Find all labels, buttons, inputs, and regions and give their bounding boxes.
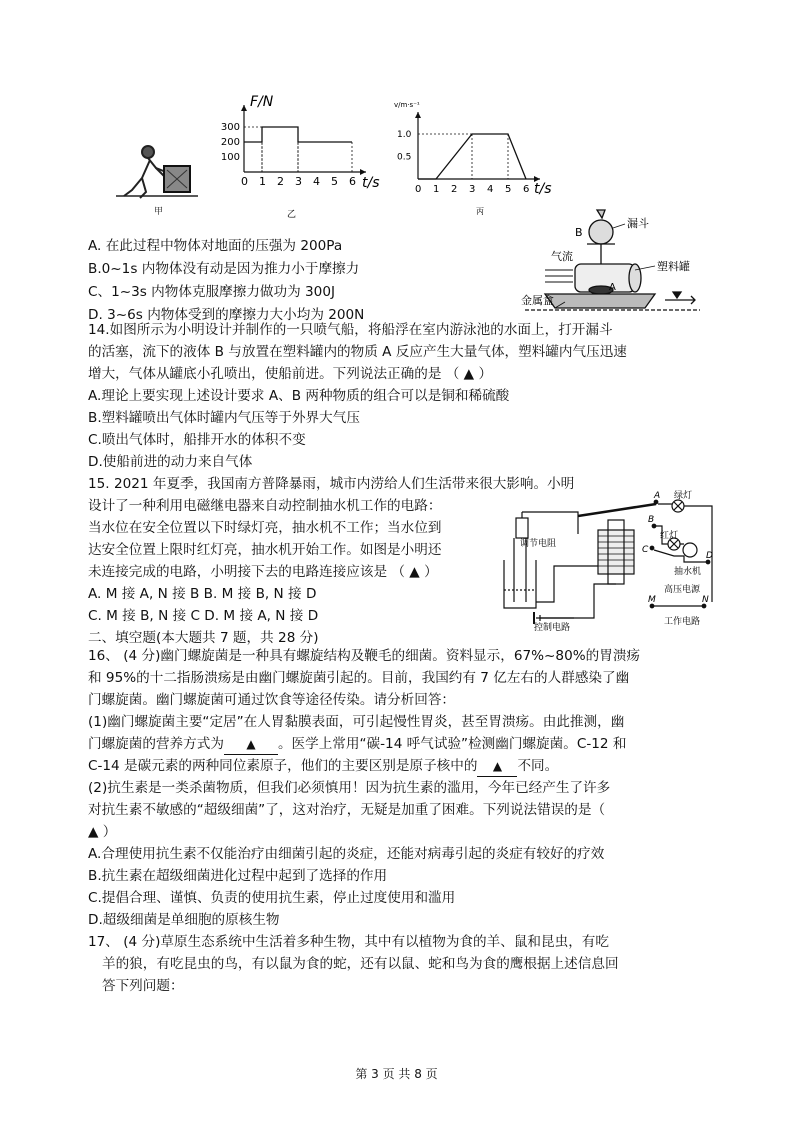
q14-option-d: D.使船前进的动力来自气体 — [88, 454, 253, 470]
q15-line-3: 当水位在安全位置以下时绿灯亮，抽水机不工作；当水位到 — [88, 520, 442, 536]
q17-line-2: 羊的狼，有吃昆虫的鸟，有以鼠为食的蛇，还有以鼠、蛇和鸟为食的鹰根据上述信息回 — [102, 956, 619, 972]
figure-relay-circuit — [494, 490, 716, 632]
chart-yi-x-tick-label: 6 — [349, 175, 356, 188]
chart-yi-xlabel: t/s — [362, 175, 380, 191]
plastic-can-label: 塑料罐 — [657, 260, 690, 273]
terminal-a-label: A — [654, 491, 661, 501]
section-fill-in-heading: 二、填空题(本大题共 7 题，共 28 分) — [88, 630, 319, 646]
q16-option-d: D.超级细菌是单细胞的原核生物 — [88, 912, 280, 928]
q16-line-5 — [88, 734, 626, 755]
high-voltage-label: 高压电源 — [664, 585, 701, 595]
chart-yi-x-tick-label: 2 — [277, 175, 284, 188]
q14-line-2: 的活塞，流下的液体 B 与放置在塑料罐内的物质 A 反应产生大量气体，塑料罐内气压迅速 — [88, 344, 627, 360]
chart-bing-caption: 丙 — [476, 207, 484, 216]
work-circuit-label: 工作电路 — [664, 617, 701, 627]
q15-options-cd: C. M 接 B, N 接 C D. M 接 A, N 接 D — [88, 608, 319, 624]
electromagnet-coil — [598, 530, 634, 574]
chart-bing-x-tick-label: 1 — [433, 184, 440, 195]
terminal-d-label: D — [706, 551, 713, 561]
chart-yi-x-tick-label: 5 — [331, 175, 338, 188]
chart-bing-x-tick-label: 5 — [505, 184, 512, 195]
terminal-m-label: M — [648, 595, 656, 605]
chart-bing-xlabel: t/s — [534, 181, 552, 197]
chart-yi-caption: 乙 — [287, 210, 297, 220]
metal-box-label: 金属盒 — [521, 294, 554, 307]
q16-line-9: ▲ ） — [88, 824, 117, 840]
metal-box-boat — [545, 294, 655, 308]
q16-line-5-text-a: 门螺旋菌的营养方式为 — [88, 736, 224, 752]
pump-label: 抽水机 — [674, 567, 702, 577]
q14-line-3: 增大，气体从罐底小孔喷出，使船前进。下列说法正确的是 （ ▲ ） — [88, 366, 493, 382]
q14-option-c: C.喷出气体时，船排开水的体积不变 — [88, 432, 306, 448]
q15-line-4: 达安全位置上限时红灯亮，抽水机开始工作。如图是小明还 — [88, 542, 442, 558]
q16-line-3: 门螺旋菌。幽门螺旋菌可通过饮食等途径传染。请分析回答： — [88, 692, 456, 708]
chart-bing-series-line — [418, 134, 526, 179]
funnel-shape — [597, 210, 605, 218]
adjusting-resistor — [516, 518, 528, 538]
gas-jet-arrows — [545, 270, 573, 282]
q16-blank-1[interactable] — [224, 734, 278, 755]
chart-bing-x-tick-label: 4 — [487, 184, 494, 195]
q16-option-b: B.抗生素在超级细菌进化过程中起到了选择的作用 — [88, 868, 388, 884]
funnel-label: 漏斗 — [627, 217, 649, 230]
substance-a-label: A — [609, 282, 616, 293]
q16-line-7: (2)抗生素是一类杀菌物质，但我们必须慎用！因为抗生素的滥用，今年已经产生了许多 — [88, 780, 611, 796]
q16-line-1: 16、 (4 分)幽门螺旋菌是一种具有螺旋结构及鞭毛的细菌。资料显示，67%~80%的胃溃疡 — [88, 648, 641, 664]
q16-line-6 — [88, 756, 558, 777]
terminal-b-label: B — [648, 515, 655, 525]
chart-yi-x-tick-label: 0 — [241, 175, 248, 188]
q13-option-b: B.0~1s 内物体没有动是因为推力小于摩擦力 — [88, 261, 360, 277]
chart-yi-y-tick-label: 300 — [220, 122, 240, 133]
liquid-b-label: B — [575, 226, 583, 239]
q16-line-6-text-a: C-14 是碳元素的两种同位素原子，他们的主要区别是原子核中的 — [88, 758, 478, 774]
chart-bing-x-tick-label: 0 — [415, 184, 422, 195]
q16-blank-2[interactable] — [477, 756, 517, 777]
chart-bing-y-tick-label: 1.0 — [397, 130, 412, 140]
pump — [683, 543, 697, 557]
answer-placeholder-triangle: ▲ — [246, 737, 256, 751]
chart-bing-ylabel: v/m·s⁻¹ — [394, 101, 420, 109]
q15-line-2: 设计了一种利用电磁继电器来自动控制抽水机工作的电路： — [88, 498, 442, 514]
q13-option-c: C、1~3s 内物体克服摩擦力做功为 300J — [88, 284, 335, 300]
chart-yi-y-arrow — [241, 105, 247, 111]
chart-bing-x-tick-label: 3 — [469, 184, 476, 195]
q16-line-6-text-b: 不同。 — [517, 758, 559, 774]
page-number-footer: 第 3 页 共 8 页 — [355, 1067, 438, 1081]
q13-option-d: D. 3~6s 内物体受到的摩擦力大小均为 200N — [88, 307, 365, 323]
chart-yi-x-tick-label: 1 — [259, 175, 266, 188]
chart-yi-y-tick-label: 200 — [220, 137, 240, 148]
chart-bing-x-tick-label: 2 — [451, 184, 458, 195]
answer-placeholder-triangle: ▲ — [492, 759, 503, 773]
q14-option-b: B.塑料罐喷出气体时罐内气压等于外界大气压 — [88, 410, 360, 426]
chart-yi-x-tick-label: 4 — [313, 175, 320, 188]
q14-option-a: A.理论上要实现上述设计要求 A、B 两种物质的组合可以是铜和稀硫酸 — [88, 388, 510, 404]
chart-yi-x-tick-label: 3 — [295, 175, 302, 188]
q16-option-a: A.合理使用抗生素不仅能治疗由细菌引起的炎症，还能对病毒引起的炎症有较好的疗效 — [88, 846, 605, 862]
figure-jia — [112, 138, 202, 218]
q16-line-2: 和 95%的十二指肠溃疡是由幽门螺旋菌引起的。目前，我国约有 7 亿左右的人群感染了幽 — [88, 670, 630, 686]
green-lamp-label: 绿灯 — [674, 491, 693, 501]
q15-options-ab: A. M 接 A, N 接 B B. M 接 B, N 接 D — [88, 586, 317, 602]
q15-line-5: 未连接完成的电路，小明接下去的电路连接应该是 （ ▲ ） — [88, 564, 438, 580]
relay-armature — [578, 504, 656, 516]
chart-bing-y-arrow — [415, 112, 421, 118]
chart-bing-y-tick-label: 0.5 — [397, 152, 412, 163]
q16-option-c: C.提倡合理、谨慎、负责的使用抗生素，停止过度使用和滥用 — [88, 890, 456, 906]
red-lamp-label: 红灯 — [660, 531, 679, 541]
q16-line-4: (1)幽门螺旋菌主要“定居”在人胃黏膜表面，可引起慢性胃炎，甚至胃溃疡。由此推测，幽 — [88, 714, 625, 730]
q16-line-5-text-b: 。医学上常用“碳-14 呼气试验”检测幽门螺旋菌。C-12 和 — [277, 736, 627, 752]
control-circuit-label: 控制电路 — [534, 623, 571, 633]
resistor-label: 调节电阻 — [520, 539, 557, 549]
q16-line-8: 对抗生素不敏感的“超级细菌”了，这对治疗，无疑是加重了困难。下列说法错误的是（ — [88, 802, 606, 818]
chart-yi-ylabel: F/N — [250, 94, 274, 110]
person-pushing-box-illustration — [116, 146, 198, 198]
q14-line-1: 14.如图所示为小明设计并制作的一只喷气船，将船浮在室内游泳池的水面上，打开漏斗 — [88, 322, 613, 338]
figure-jet-boat — [505, 204, 705, 334]
q13-option-a: A. 在此过程中物体对地面的压强为 200Pa — [88, 238, 343, 254]
gas-flow-label: 气流 — [551, 250, 573, 263]
q17-line-3: 答下列问题： — [102, 978, 184, 994]
terminal-n-label: N — [702, 595, 709, 605]
chart-yi-y-tick-label: 100 — [220, 152, 240, 163]
terminal-c-label: C — [642, 545, 649, 555]
funnel-bulb — [589, 220, 613, 244]
water-container — [504, 560, 536, 608]
q17-line-1: 17、 (4 分)草原生态系统中生活着多种生物，其中有以植物为食的羊、鼠和昆虫，有吃 — [88, 934, 609, 950]
figure-yi-force-time-chart — [220, 90, 380, 225]
q15-line-1: 15. 2021 年夏季，我国南方普降暴雨，城市内涝给人们生活带来很大影响。小明 — [88, 476, 575, 492]
chart-bing-x-tick-label: 6 — [523, 184, 530, 195]
figure-jia-caption: 甲 — [154, 207, 164, 217]
